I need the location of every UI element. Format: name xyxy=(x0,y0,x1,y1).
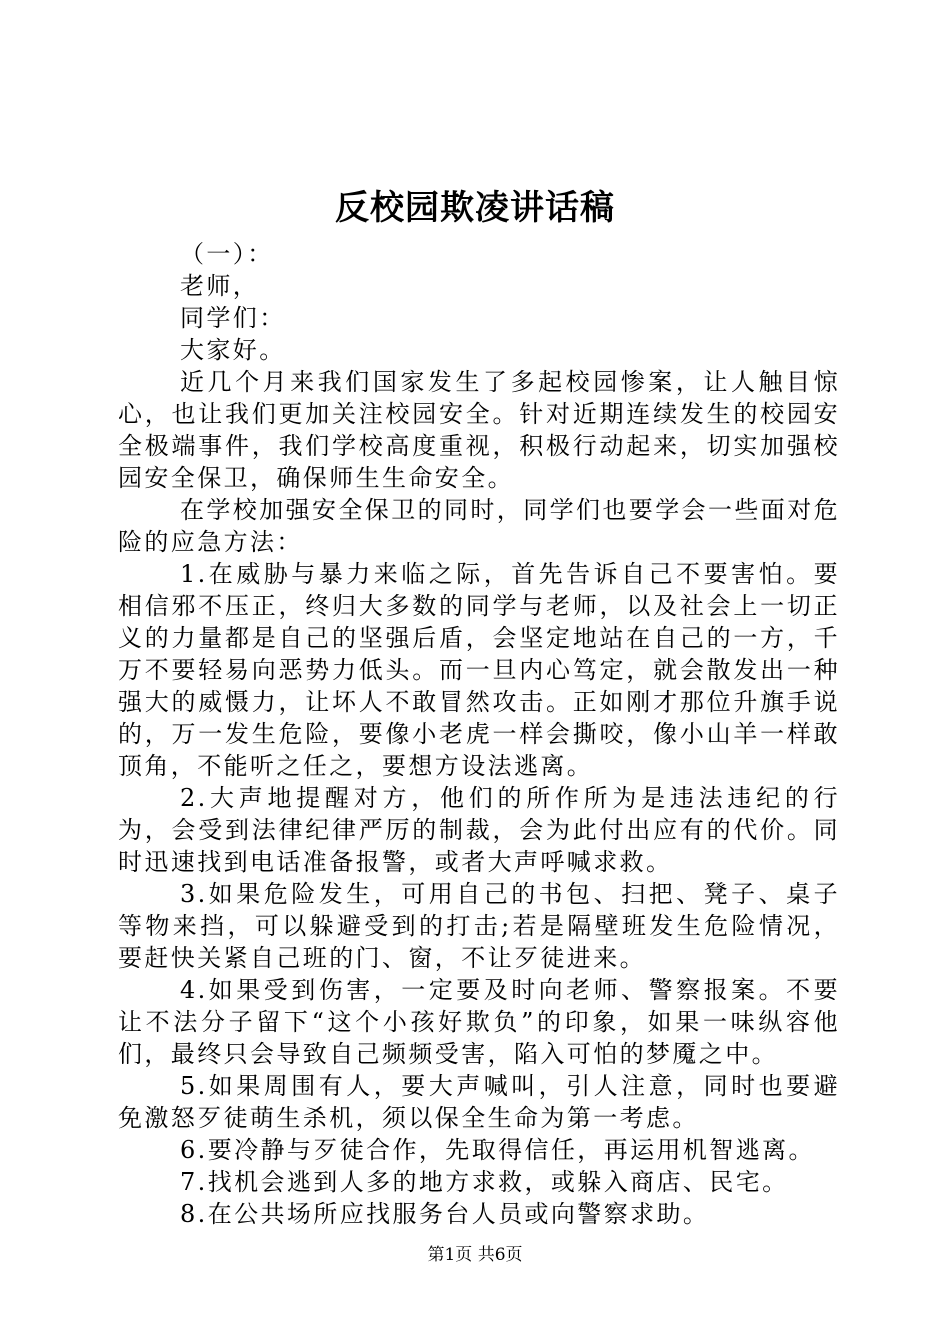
list-item: 4.如果受到伤害，一定要及时向老师、警察报案。不要让不法分子留下“这个小孩好欺负”的印象，如果一味纵容他们，最终只会导致自己频频受害，陷入可怕的梦魇之中。 xyxy=(118,976,840,1068)
list-item: 8.在公共场所应找服务台人员或向警察求助。 xyxy=(180,1200,710,1228)
salutation-teachers: 老师， xyxy=(180,272,260,300)
list-item: 2.大声地提醒对方，他们的所作所为是违法违纪的行为，会受到法律纪律严厉的制裁，会为此付出应有的代价。同时迅速找到电话准备报警，或者大声呼喊求救。 xyxy=(118,784,840,876)
list-item: 5.如果周围有人，要大声喊叫，引人注意，同时也要避免激怒歹徒萌生杀机，须以保全生命为第一考虑。 xyxy=(118,1072,840,1132)
greeting: 大家好。 xyxy=(180,336,286,364)
list-item: 7.找机会逃到人多的地方求救，或躲入商店、民宅。 xyxy=(180,1168,789,1196)
list-item: 6.要冷静与歹徒合作，先取得信任，再运用机智逃离。 xyxy=(180,1136,815,1164)
section-heading: （一）： xyxy=(180,240,274,268)
page-indicator: 第1页 共6页 xyxy=(427,1245,523,1265)
list-item: 3.如果危险发生，可用自己的书包、扫把、凳子、桌子等物来挡，可以躲避受到的打击;若是隔壁班发生危险情况，要赶快关紧自己班的门、窗，不让歹徒进来。 xyxy=(118,880,840,972)
list-item: 1.在威胁与暴力来临之际，首先告诉自己不要害怕。要相信邪不压正，终归大多数的同学与老师，以及社会上一切正义的力量都是自己的坚强后盾，会坚定地站在自己的一方，千万不要轻易向恶势力低头。而一旦内心笃定，就会散发出一种强大的威慑力，让坏人不敢冒然攻击。正如刚才那位升旗手说的，万一发生危险，要像小老虎一样会撕咬，像小山羊一样敢顶角，不能听之任之，要想方设法逃离。 xyxy=(118,560,840,780)
document-body xyxy=(118,238,840,1230)
document-title: 反校园欺凌讲话稿 xyxy=(335,188,615,228)
salutation-students: 同学们： xyxy=(180,304,286,332)
intro-paragraph: 近几个月来我们国家发生了多起校园惨案，让人触目惊心，也让我们更加关注校园安全。针对近期连续发生的校园安全极端事件，我们学校高度重视，积极行动起来，切实加强校园安全保卫，确保师生生命安全。 xyxy=(118,368,840,492)
methods-intro-paragraph: 在学校加强安全保卫的同时，同学们也要学会一些面对危险的应急方法： xyxy=(118,496,840,556)
